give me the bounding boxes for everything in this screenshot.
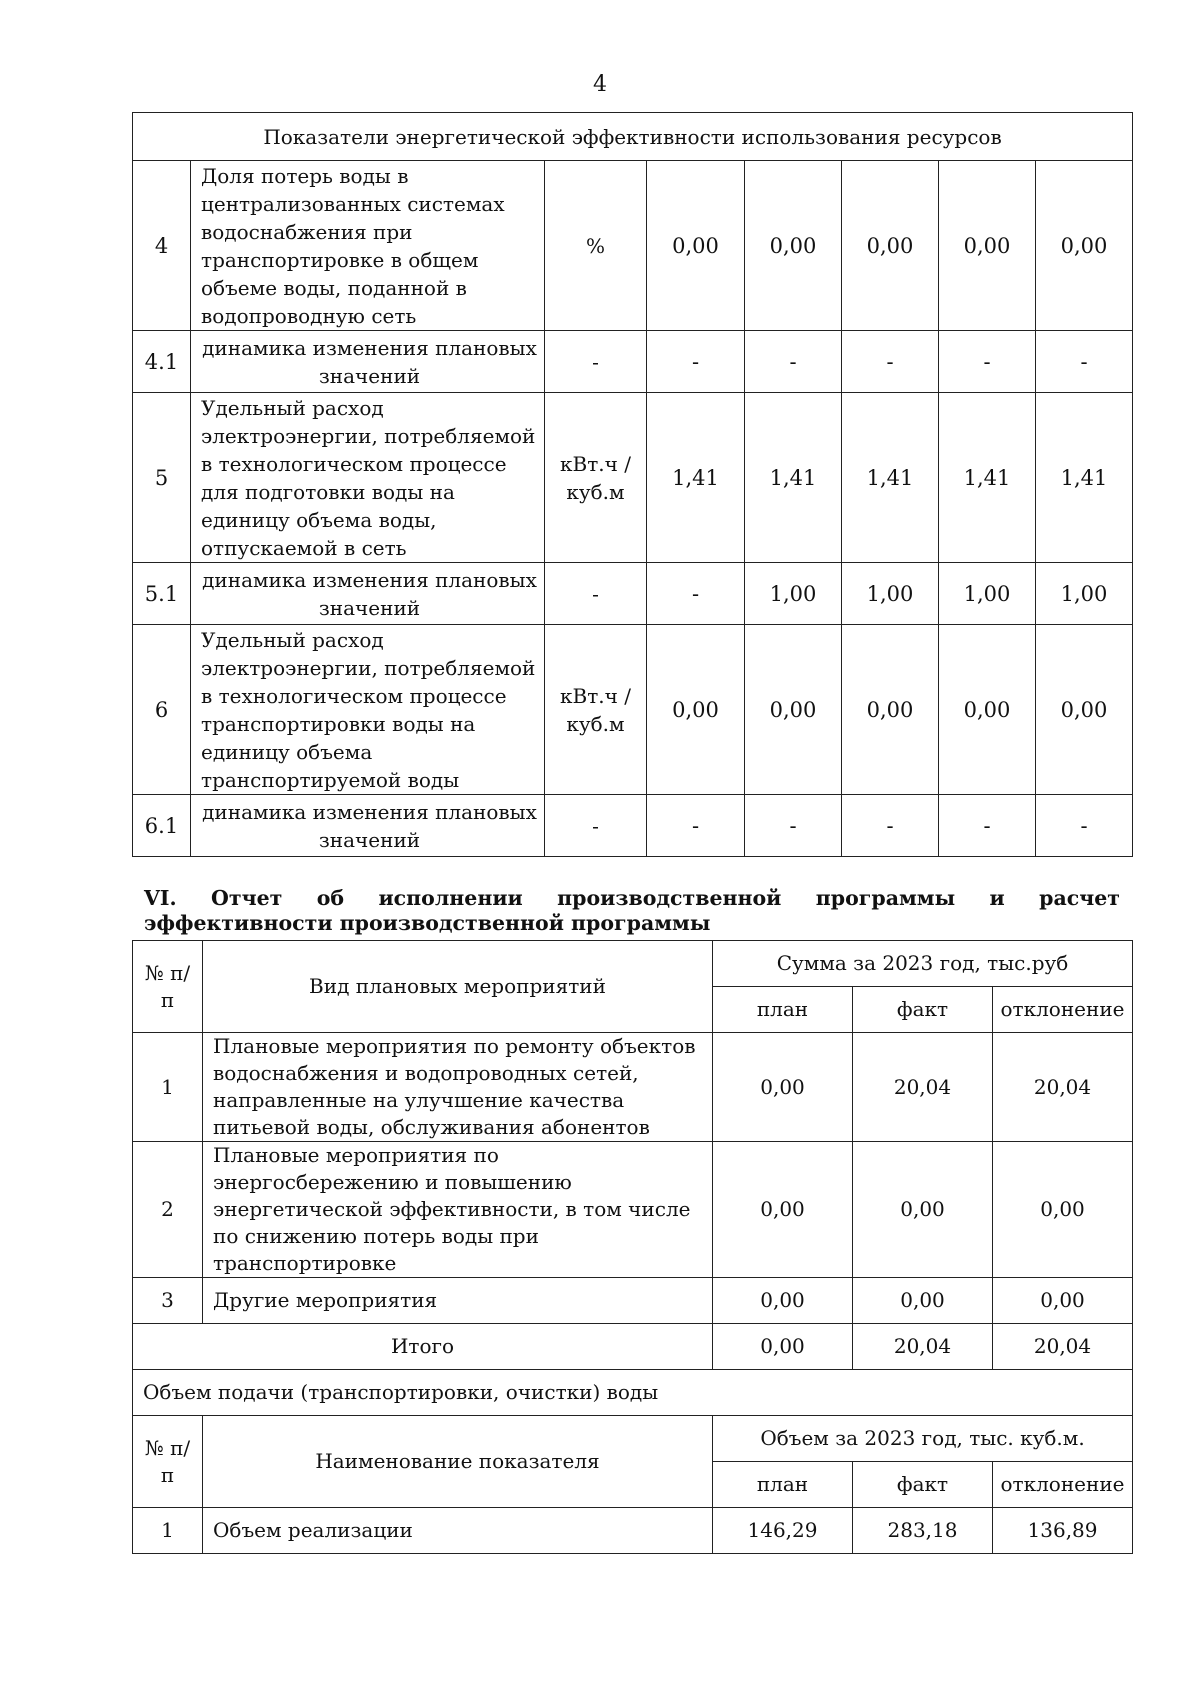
fact-cell: 0,00 bbox=[853, 1142, 993, 1278]
value-cell: 1,41 bbox=[1036, 393, 1133, 563]
row-number: 5 bbox=[133, 393, 191, 563]
value-cell: - bbox=[842, 331, 939, 393]
value-cell: - bbox=[939, 795, 1036, 857]
value-cell: - bbox=[647, 331, 745, 393]
value-cell: 1,00 bbox=[1036, 563, 1133, 625]
indicator-name: динамика изменения плановых значений bbox=[191, 563, 545, 625]
column-header-deviation: отклонение bbox=[993, 1462, 1133, 1508]
table-row bbox=[133, 331, 1133, 393]
table-row bbox=[133, 625, 1133, 795]
table-row bbox=[133, 1508, 1133, 1554]
unit-cell: - bbox=[545, 795, 647, 857]
section-header: Показатели энергетической эффективности использования ресурсов bbox=[133, 113, 1133, 161]
column-header-number: № п/п bbox=[133, 1416, 203, 1508]
indicator-name: Объем реализации bbox=[203, 1508, 713, 1554]
fact-cell: 20,04 bbox=[853, 1324, 993, 1370]
volume-section-title: Объем подачи (транспортировки, очистки) воды bbox=[133, 1370, 1133, 1416]
unit-cell: кВт.ч / куб.м bbox=[545, 393, 647, 563]
value-cell: 1,00 bbox=[939, 563, 1036, 625]
unit-cell: - bbox=[545, 563, 647, 625]
activity-name: Плановые мероприятия по энергосбережению и повышению энергетической эффективности, в том числе по снижению потерь воды при транспортировке bbox=[203, 1142, 713, 1278]
value-cell: 1,41 bbox=[745, 393, 842, 563]
value-cell: 1,00 bbox=[842, 563, 939, 625]
row-number: 1 bbox=[133, 1508, 203, 1554]
column-header-kind: Вид плановых мероприятий bbox=[203, 941, 713, 1033]
unit-cell: % bbox=[545, 161, 647, 331]
column-header-fact: факт bbox=[853, 987, 993, 1033]
plan-cell: 0,00 bbox=[713, 1324, 853, 1370]
activity-name: Плановые мероприятия по ремонту объектов водоснабжения и водопроводных сетей, направленные на улучшение качества питьевой воды, обслуживания абонентов bbox=[203, 1033, 713, 1142]
value-cell: - bbox=[939, 331, 1036, 393]
row-number: 2 bbox=[133, 1142, 203, 1278]
indicator-name: динамика изменения плановых значений bbox=[191, 331, 545, 393]
unit-cell: - bbox=[545, 331, 647, 393]
indicator-name: Удельный расход электроэнергии, потребляемой в технологическом процессе транспортировки воды на единицу объема транспортируемой воды bbox=[191, 625, 545, 795]
section-title: VI. Отчет об исполнении производственной программы и расчет эффективности производственной программы bbox=[144, 886, 1120, 935]
column-header-plan: план bbox=[713, 1462, 853, 1508]
energy-efficiency-table bbox=[132, 112, 1133, 857]
table-row bbox=[133, 161, 1133, 331]
table-row bbox=[133, 1142, 1133, 1278]
fact-cell: 20,04 bbox=[853, 1033, 993, 1142]
row-number: 4.1 bbox=[133, 331, 191, 393]
value-cell: 1,41 bbox=[647, 393, 745, 563]
value-cell: 0,00 bbox=[745, 625, 842, 795]
value-cell: 0,00 bbox=[1036, 625, 1133, 795]
production-program-table bbox=[132, 940, 1133, 1554]
value-cell: 0,00 bbox=[939, 161, 1036, 331]
table-row bbox=[133, 1033, 1133, 1142]
plan-cell: 0,00 bbox=[713, 1142, 853, 1278]
column-header-volume: Объем за 2023 год, тыс. куб.м. bbox=[713, 1416, 1133, 1462]
value-cell: 1,41 bbox=[939, 393, 1036, 563]
column-header-fact: факт bbox=[853, 1462, 993, 1508]
value-cell: - bbox=[647, 795, 745, 857]
row-number: 4 bbox=[133, 161, 191, 331]
value-cell: - bbox=[647, 563, 745, 625]
row-number: 3 bbox=[133, 1278, 203, 1324]
indicator-name: Удельный расход электроэнергии, потребляемой в технологическом процессе для подготовки воды на единицу объема воды, отпускаемой в сеть bbox=[191, 393, 545, 563]
value-cell: 0,00 bbox=[842, 625, 939, 795]
fact-cell: 283,18 bbox=[853, 1508, 993, 1554]
value-cell: 0,00 bbox=[745, 161, 842, 331]
column-header-sum: Сумма за 2023 год, тыс.руб bbox=[713, 941, 1133, 987]
plan-cell: 0,00 bbox=[713, 1278, 853, 1324]
deviation-cell: 136,89 bbox=[993, 1508, 1133, 1554]
total-label: Итого bbox=[133, 1324, 713, 1370]
value-cell: 0,00 bbox=[939, 625, 1036, 795]
activity-name: Другие мероприятия bbox=[203, 1278, 713, 1324]
value-cell: - bbox=[842, 795, 939, 857]
row-number: 6 bbox=[133, 625, 191, 795]
row-number: 1 bbox=[133, 1033, 203, 1142]
table-row bbox=[133, 393, 1133, 563]
indicator-name: динамика изменения плановых значений bbox=[191, 795, 545, 857]
table-row bbox=[133, 1278, 1133, 1324]
row-number: 5.1 bbox=[133, 563, 191, 625]
plan-cell: 0,00 bbox=[713, 1033, 853, 1142]
row-number: 6.1 bbox=[133, 795, 191, 857]
deviation-cell: 20,04 bbox=[993, 1033, 1133, 1142]
total-row bbox=[133, 1324, 1133, 1370]
value-cell: 0,00 bbox=[842, 161, 939, 331]
value-cell: 0,00 bbox=[647, 625, 745, 795]
unit-cell: кВт.ч / куб.м bbox=[545, 625, 647, 795]
column-header-plan: план bbox=[713, 987, 853, 1033]
column-header-indicator: Наименование показателя bbox=[203, 1416, 713, 1508]
fact-cell: 0,00 bbox=[853, 1278, 993, 1324]
value-cell: - bbox=[745, 331, 842, 393]
plan-cell: 146,29 bbox=[713, 1508, 853, 1554]
page-number: 4 bbox=[593, 72, 607, 97]
table-row bbox=[133, 795, 1133, 857]
value-cell: 0,00 bbox=[647, 161, 745, 331]
value-cell: 1,41 bbox=[842, 393, 939, 563]
column-header-number: № п/п bbox=[133, 941, 203, 1033]
value-cell: - bbox=[1036, 795, 1133, 857]
indicator-name: Доля потерь воды в централизованных системах водоснабжения при транспортировке в общем объеме воды, поданной в водопроводную сеть bbox=[191, 161, 545, 331]
deviation-cell: 20,04 bbox=[993, 1324, 1133, 1370]
deviation-cell: 0,00 bbox=[993, 1142, 1133, 1278]
deviation-cell: 0,00 bbox=[993, 1278, 1133, 1324]
table-row bbox=[133, 563, 1133, 625]
value-cell: - bbox=[745, 795, 842, 857]
value-cell: 0,00 bbox=[1036, 161, 1133, 331]
column-header-deviation: отклонение bbox=[993, 987, 1133, 1033]
value-cell: 1,00 bbox=[745, 563, 842, 625]
value-cell: - bbox=[1036, 331, 1133, 393]
